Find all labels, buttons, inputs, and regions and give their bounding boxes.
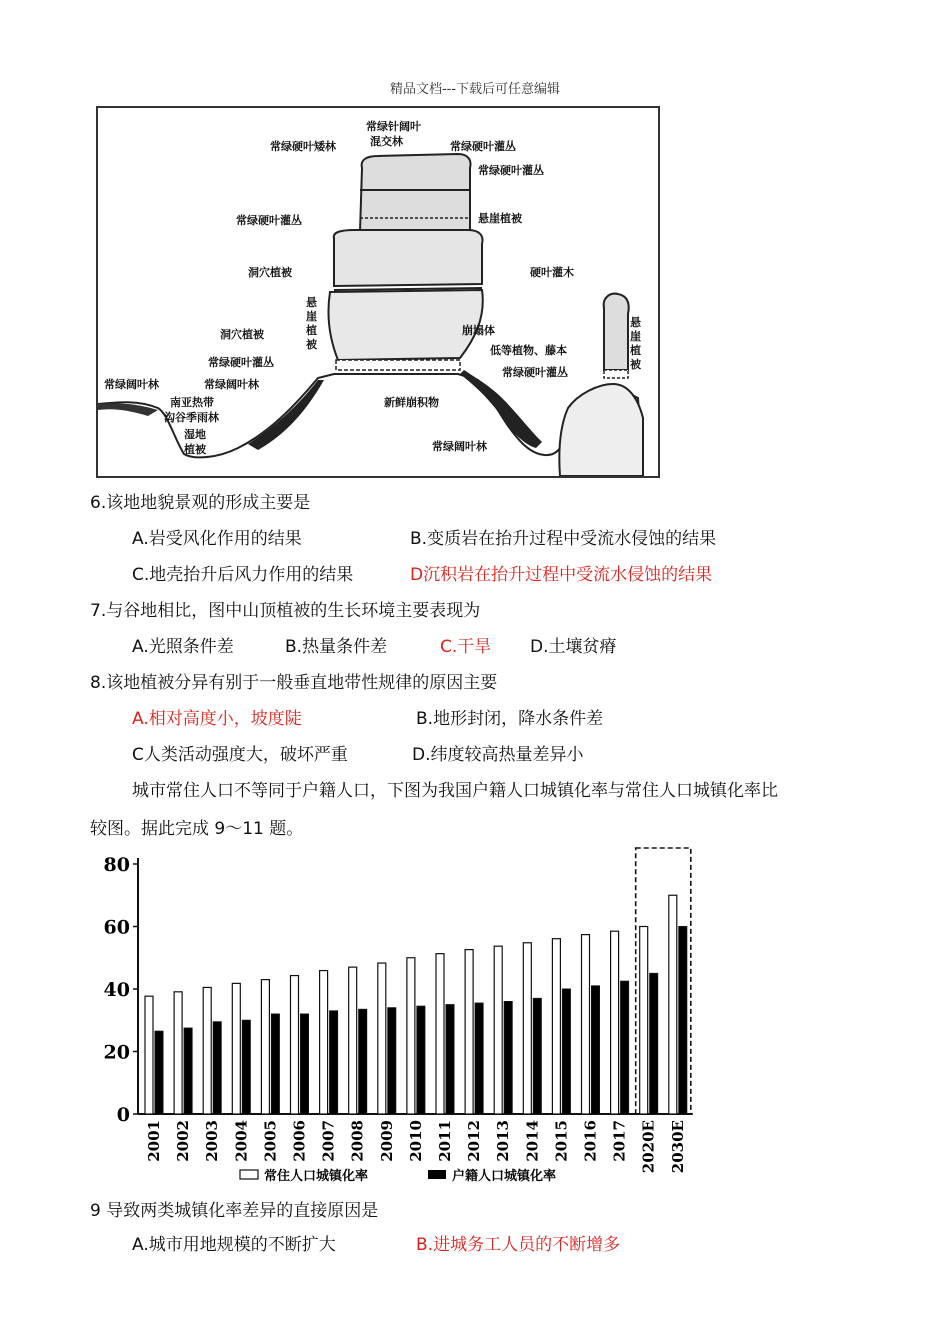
x-tick-label-2016: 2016: [581, 1120, 600, 1162]
label-cliff-veg-right: 悬崖植被: [478, 212, 522, 225]
y-tick-label: 40: [103, 979, 130, 1001]
label-mixed-forest-b: 混交林: [370, 135, 403, 148]
bar-resident-2017: [611, 931, 619, 1114]
q6-stem: 6.该地地貌景观的形成主要是: [90, 493, 311, 513]
bar-resident-2010: [407, 958, 415, 1114]
x-tick-label-2030E: 2030E: [668, 1120, 687, 1174]
label-wetland-b: 植被: [184, 443, 206, 456]
bar-hukou-2003: [213, 1022, 221, 1114]
q7-stem: 7.与谷地相比，图中山顶植被的生长环境主要表现为: [90, 601, 481, 621]
q6-option-c: C.地壳抬升后风力作用的结果: [132, 565, 354, 585]
bar-resident-2003: [203, 987, 211, 1114]
q8-option-a-answer: A.相对高度小，坡度陡: [132, 709, 302, 729]
label-shrub-top-right: 常绿硬叶灌丛: [450, 140, 516, 153]
label-mixed-forest-a: 常绿针阔叶: [366, 120, 421, 133]
bar-resident-2005: [261, 980, 269, 1114]
bar-hukou-2013: [504, 1002, 512, 1115]
label-shrub-lower-right: 常绿硬叶灌丛: [502, 366, 568, 379]
q6-option-a: A.岩受风化作用的结果: [132, 529, 302, 549]
bar-hukou-2006: [301, 1014, 309, 1114]
bar-hukou-2016: [592, 986, 600, 1114]
x-tick-label-2006: 2006: [290, 1120, 309, 1162]
x-tick-label-2001: 2001: [145, 1120, 163, 1162]
bar-hukou-2010: [417, 1006, 425, 1114]
bar-hukou-2001: [155, 1031, 163, 1114]
landform-figure: [96, 106, 660, 478]
bar-hukou-2002: [184, 1028, 192, 1114]
bar-hukou-2007: [330, 1011, 338, 1114]
x-tick-label-2003: 2003: [203, 1120, 222, 1162]
label-broadleaf-left: 常绿阔叶林: [104, 378, 159, 391]
label-cliff-veg-mid-d: 被: [306, 338, 317, 351]
q9-stem: 9 导致两类城镇化率差异的直接原因是: [90, 1201, 379, 1221]
bar-hukou-2008: [359, 1009, 367, 1114]
label-broadleaf-bottom: 常绿阔叶林: [432, 440, 487, 453]
label-cave-veg-1: 洞穴植被: [248, 266, 292, 279]
bar-hukou-2009: [388, 1008, 396, 1114]
x-tick-label-2014: 2014: [523, 1120, 542, 1162]
bar-resident-2001: [145, 996, 153, 1114]
intro-line-2: 较图。据此完成 9～11 题。: [90, 819, 304, 839]
legend-label-resident: 常住人口城镇化率: [264, 1169, 369, 1184]
x-tick-label-2017: 2017: [610, 1120, 629, 1162]
x-tick-label-2008: 2008: [348, 1120, 367, 1162]
q7-option-b: B.热量条件差: [285, 637, 388, 657]
label-cliff-veg-mid-c: 植: [306, 324, 317, 337]
q8-stem: 8.该地植被分异有别于一般垂直地带性规律的原因主要: [90, 673, 498, 693]
bar-resident-2011: [436, 954, 444, 1114]
bar-resident-2006: [291, 976, 299, 1114]
bar-resident-2014: [523, 943, 531, 1114]
q8-option-c: C人类活动强度大，破坏严重: [132, 745, 348, 765]
q7-option-c-answer: C.干旱: [440, 637, 492, 657]
x-tick-label-2002: 2002: [174, 1120, 193, 1162]
label-collapse: 崩塌体: [462, 324, 495, 337]
label-cliff-veg-mid-b: 崖: [306, 310, 317, 323]
label-shrub-right2: 常绿硬叶灌丛: [478, 164, 544, 177]
bar-hukou-2014: [533, 998, 541, 1114]
y-tick-label: 0: [116, 1104, 130, 1126]
bar-hukou-2017: [621, 981, 629, 1114]
legend-swatch-hukou: [428, 1170, 446, 1179]
label-dwarf-forest: 常绿硬叶矮林: [270, 140, 336, 153]
q6-option-b: B.变质岩在抬升过程中受流水侵蚀的结果: [410, 529, 717, 549]
label-subtropic-b: 沟谷季雨林: [164, 411, 219, 424]
bar-hukou-2020E: [650, 973, 658, 1114]
y-tick-label: 60: [103, 916, 130, 939]
bar-resident-2020E: [640, 927, 648, 1115]
bar-hukou-2030E: [679, 927, 687, 1115]
label-low-plants: 低等植物、藤本: [490, 344, 567, 357]
urbanization-chart: [90, 842, 750, 1194]
label-sclero-shrub: 硬叶灌木: [530, 266, 574, 279]
page-header: 精品文档---下载后可任意编辑: [389, 82, 561, 97]
x-tick-label-2009: 2009: [377, 1120, 396, 1162]
label-cliff-far-c: 植: [630, 344, 641, 357]
q7-option-a: A.光照条件差: [132, 637, 234, 657]
q8-option-b: B.地形封闭，降水条件差: [416, 709, 604, 729]
q6-option-d-answer: D沉积岩在抬升过程中受流水侵蚀的结果: [410, 565, 713, 585]
bar-resident-2013: [494, 946, 502, 1114]
x-tick-label-2010: 2010: [406, 1120, 425, 1162]
legend-label-hukou: 户籍人口城镇化率: [452, 1169, 557, 1184]
bar-resident-2030E: [669, 895, 677, 1114]
x-tick-label-2020E: 2020E: [639, 1120, 658, 1174]
intro-line-1: 城市常住人口不等同于户籍人口，下图为我国户籍人口城镇化率与常住人口城镇化率比: [132, 781, 778, 801]
label-cliff-far-b: 崖: [630, 330, 641, 343]
label-shrub-lower: 常绿硬叶灌丛: [208, 356, 274, 369]
x-tick-label-2012: 2012: [465, 1120, 484, 1162]
bar-hukou-2012: [475, 1003, 483, 1114]
label-cliff-veg-mid-a: 悬: [306, 296, 317, 309]
label-broadleaf-mid: 常绿阔叶林: [204, 378, 259, 391]
x-tick-label-2011: 2011: [436, 1120, 454, 1162]
x-tick-label-2013: 2013: [494, 1120, 513, 1162]
bar-resident-2007: [320, 971, 328, 1114]
bar-resident-2004: [232, 983, 240, 1114]
bar-resident-2002: [174, 992, 182, 1114]
bar-resident-2015: [552, 939, 560, 1114]
bar-hukou-2004: [242, 1020, 250, 1114]
q7-option-d: D.土壤贫瘠: [530, 637, 617, 657]
q9-option-b-answer: B.进城务工人员的不断增多: [416, 1235, 621, 1255]
label-debris: 新鲜崩积物: [384, 396, 439, 409]
x-tick-label-2004: 2004: [232, 1120, 251, 1162]
bar-resident-2016: [582, 935, 590, 1114]
q8-option-d: D.纬度较高热量差异小: [412, 745, 584, 765]
y-tick-label: 80: [103, 854, 130, 876]
label-wetland-a: 湿地: [184, 428, 206, 441]
bar-hukou-2011: [446, 1005, 454, 1114]
x-tick-label-2015: 2015: [552, 1120, 571, 1162]
label-subtropic-a: 南亚热带: [170, 396, 214, 409]
y-tick-label: 20: [103, 1041, 130, 1064]
label-shrub-left: 常绿硬叶灌丛: [236, 214, 302, 227]
bar-resident-2008: [349, 967, 357, 1114]
x-tick-label-2005: 2005: [261, 1120, 280, 1162]
label-cliff-far-d: 被: [630, 358, 641, 371]
bar-hukou-2015: [562, 989, 570, 1114]
bar-resident-2012: [465, 950, 473, 1114]
legend-swatch-resident: [240, 1170, 258, 1179]
bar-resident-2009: [378, 963, 386, 1114]
label-cave-veg-2: 洞穴植被: [220, 328, 264, 341]
q9-option-a: A.城市用地规模的不断扩大: [132, 1235, 336, 1255]
label-cliff-far-a: 悬: [630, 316, 641, 329]
bar-hukou-2005: [271, 1014, 279, 1114]
x-tick-label-2007: 2007: [319, 1120, 338, 1162]
